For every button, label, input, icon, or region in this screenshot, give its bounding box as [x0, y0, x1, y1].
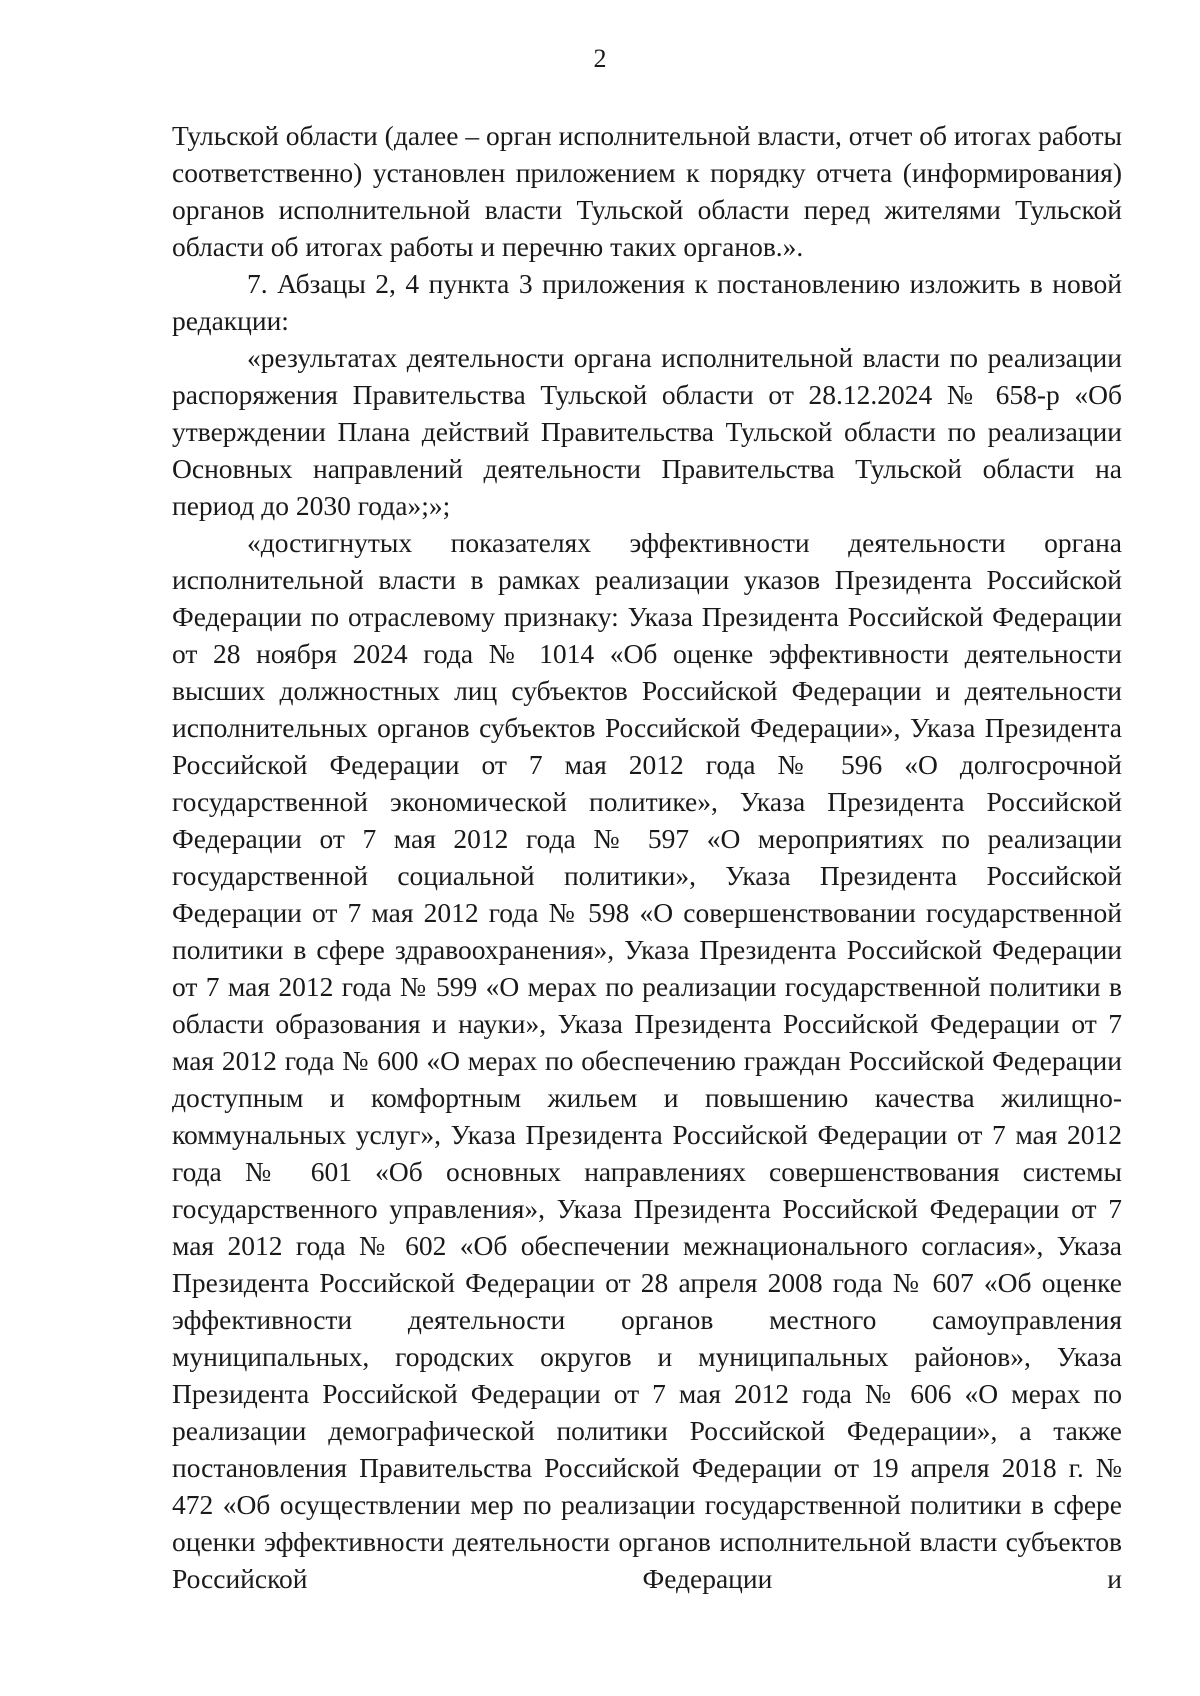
paragraph-continuation: Тульской области (далее – орган исполнительной власти, отчет об итогах работы соответственно) установлен приложением к порядку отчета (информирования) органов исполнительной власти Тульской области перед жителями Тульской области об итогах работы и перечню таких органов.». — [172, 120, 1122, 262]
page-number: 2 — [593, 44, 607, 73]
paragraph-quote-results: «результатах деятельности органа исполнительной власти по реализации распоряжения Правительства Тульской области от 28.12.2024 № 658-р «Об утверждении Плана действий Правительства Тульской области по реализации Основных направлений деятельности Правительства Тульской области на период до 2030 года»;»; — [172, 342, 1122, 521]
paragraph-quote-indicators: «достигнутых показателях эффективности деятельности органа исполнительной власти в рамках реализации указов Президента Российской Федерации по отраслевому признаку: Указа Президента Российской Федерации от 28 ноября 2024 года № 1014 «Об оценке эффективности деятельности высших должностных лиц субъектов Российской Федерации и деятельности исполнительных органов субъектов Российской Федерации», Указа Президента Российской Федерации от 7 мая 2012 года № 596 «О долгосрочной государственной экономической политике», Указа Президента Российской Федерации от 7 мая 2012 года № 597 «О мероприятиях по реализации государственной социальной политики», Указа Президента Российской Федерации от 7 мая 2012 года № 598 «О совершенствовании государственной политики в сфере здравоохранения», Указа Президента Российской Федерации от 7 мая 2012 года № 599 «О мерах по реализации государственной политики в области образования и науки», Указа Президента Российской Федерации от 7 мая 2012 года № 600 «О мерах по обеспечению граждан Российской Федерации доступным и комфортным жильем и повышению качества жилищно-коммунальных услуг», Указа Президента Российской Федерации от 7 мая 2012 года № 601 «Об основных направлениях совершенствования системы государственного управления», Указа Президента Российской Федерации от 7 мая 2012 года № 602 «Об обеспечении межнационального согласия», Указа Президента Российской Федерации от 28 апреля 2008 года № 607 «Об оценке эффективности деятельности органов местного самоуправления муниципальных, городских округов и муниципальных районов», Указа Президента Российской Федерации от 7 мая 2012 года № 606 «О мерах по реализации демографической политики Российской Федерации», а также постановления Правительства Российской Федерации от 19 апреля 2018 г. № 472 «Об осуществлении мер по реализации государственной политики в сфере оценки эффективности деятельности органов исполнительной власти субъектов Российской Федерации и — [172, 527, 1122, 1594]
document-body — [172, 117, 1122, 1597]
paragraph-item-7: 7. Абзацы 2, 4 пункта 3 приложения к постановлению изложить в новой редакции: — [172, 268, 1122, 336]
